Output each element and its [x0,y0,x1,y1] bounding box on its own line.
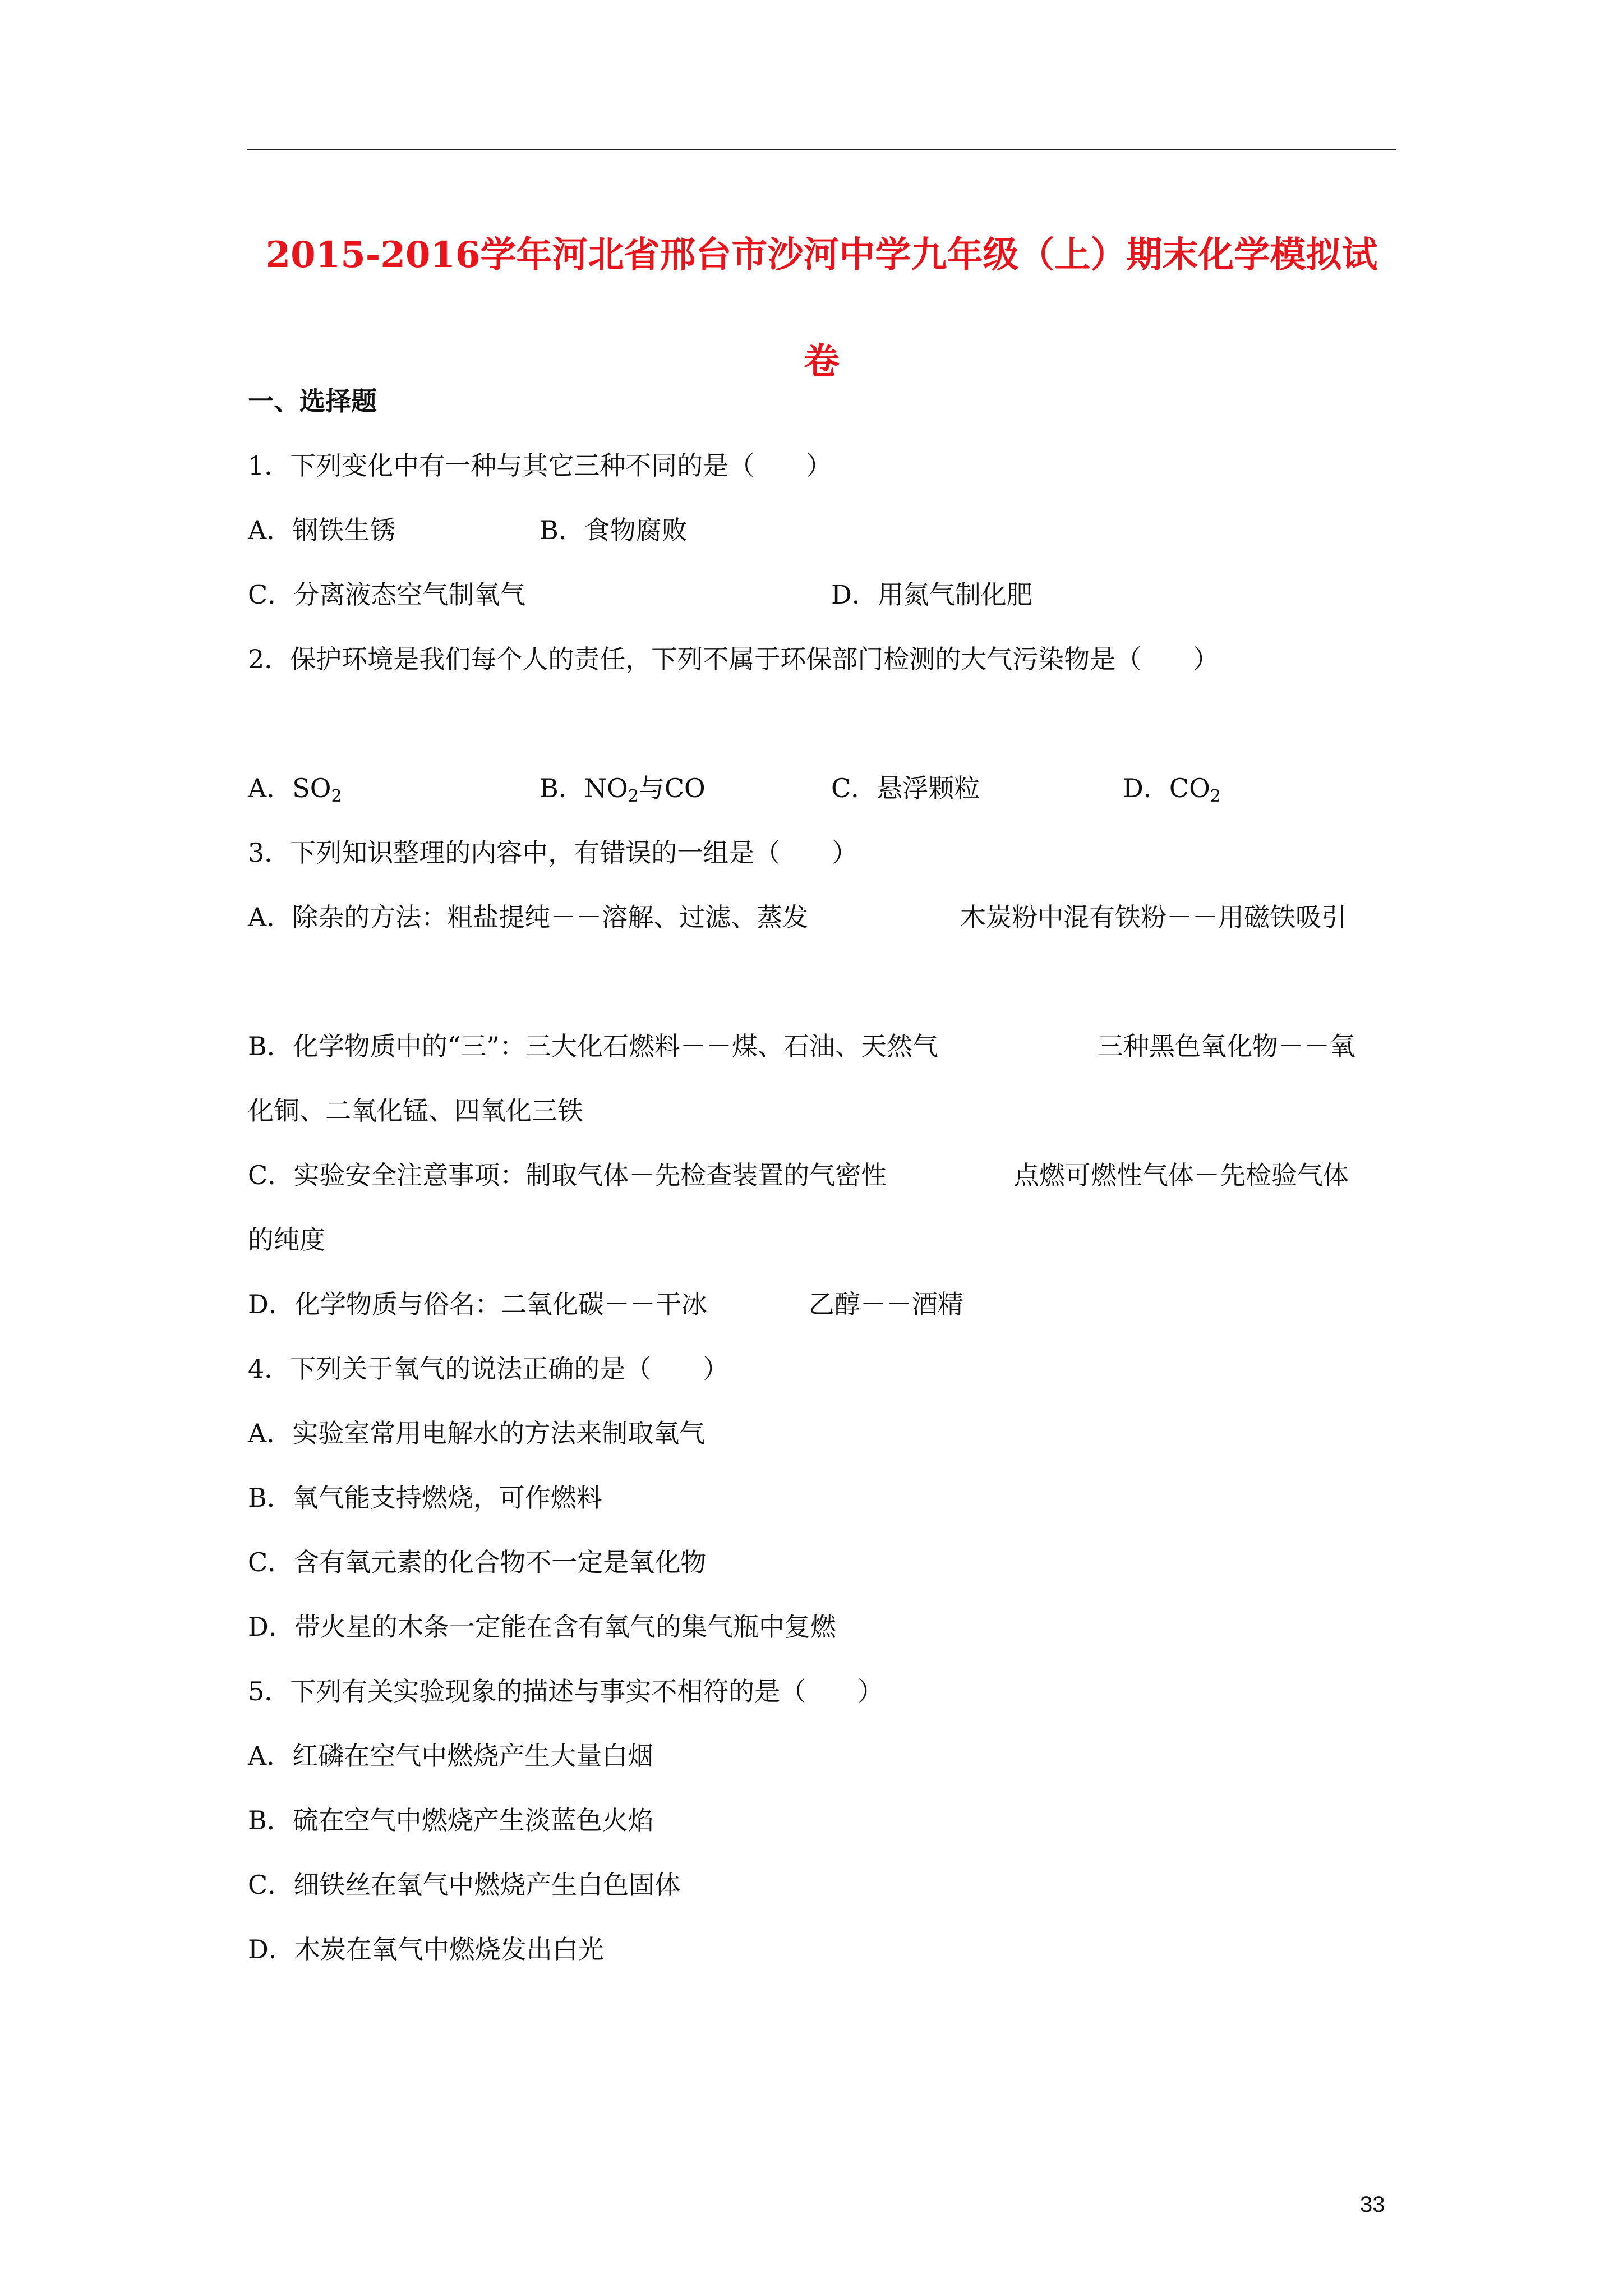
q3-option-a-second: 木炭粉中混有铁粉－－用磁铁吸引 [960,902,1347,932]
q2-option-b-subscript: 2 [628,786,639,806]
q2-option-b-suffix: 与CO [638,773,706,803]
q4-option-a: A．实验室常用电解水的方法来制取氧气 [248,1418,706,1448]
q5-option-a: A．红磷在空气中燃烧产生大量白烟 [248,1741,654,1771]
q2-option-a [248,769,342,808]
q1-stem: 1．下列变化中有一种与其它三种不同的是（ ） [248,450,832,481]
exam-title-line-2: 卷 [804,341,840,383]
q3-option-b-second: 三种黑色氧化物－－氧 [1098,1031,1355,1061]
q3-option-d: D．化学物质与俗名：二氧化碳－－干冰 [248,1289,707,1319]
q5-option-b: B．硫在空气中燃烧产生淡蓝色火焰 [248,1805,654,1835]
q3-option-b: B．化学物质中的“三”：三大化石燃料－－煤、石油、天然气 [248,1031,938,1061]
q5-stem: 5．下列有关实验现象的描述与事实不相符的是（ ） [248,1676,884,1706]
q3-option-a: A．除杂的方法：粗盐提纯－－溶解、过滤、蒸发 [248,902,809,932]
q1-option-a: A．钢铁生锈 [248,515,396,545]
header-rule [247,149,1396,150]
q2-option-d [1123,769,1221,808]
q3-option-d-second: 乙醇－－酒精 [809,1289,963,1319]
exam-title-line-1: 2015-2016学年河北省邢台市沙河中学九年级（上）期末化学模拟试 [265,234,1378,276]
q2-stem: 2．保护环境是我们每个人的责任，下列不属于环保部门检测的大气污染物是（ ） [248,644,1219,674]
q3-option-c-continuation: 的纯度 [248,1225,325,1255]
q3-stem: 3．下列知识整理的内容中，有错误的一组是（ ） [248,838,858,868]
q1-option-c: C．分离液态空气制氧气 [248,579,526,610]
q2-option-d-subscript: 2 [1210,786,1221,806]
q3-option-c-second: 点燃可燃性气体－先检验气体 [1013,1160,1349,1190]
q4-option-b: B．氧气能支持燃烧，可作燃料 [248,1483,602,1513]
q3-option-b-continuation: 化铜、二氧化锰、四氧化三铁 [248,1096,583,1126]
q2-option-a-subscript: 2 [331,786,342,806]
q4-option-d: D．带火星的木条一定能在含有氧气的集气瓶中复燃 [248,1612,836,1642]
q2-option-b [540,769,706,808]
q1-option-d: D．用氮气制化肥 [831,579,1032,610]
q5-option-d: D．木炭在氧气中燃烧发出白光 [248,1934,604,1964]
q1-option-b: B．食物腐败 [540,515,688,545]
exam-title [241,202,1402,415]
q2-option-d-text: D．CO [1123,773,1210,803]
page-number: 33 [1360,2192,1385,2217]
section-heading: 一、选择题 [248,386,377,416]
q3-option-c: C．实验安全注意事项：制取气体－先检查装置的气密性 [248,1160,887,1190]
q2-option-a-text: A．SO [248,773,331,803]
q4-option-c: C．含有氧元素的化合物不一定是氧化物 [248,1547,707,1577]
q2-option-b-text: B．NO [540,773,628,803]
q4-stem: 4．下列关于氧气的说法正确的是（ ） [248,1354,729,1384]
q2-option-c: C．悬浮颗粒 [831,773,980,803]
q5-option-c: C．细铁丝在氧气中燃烧产生白色固体 [248,1870,681,1900]
